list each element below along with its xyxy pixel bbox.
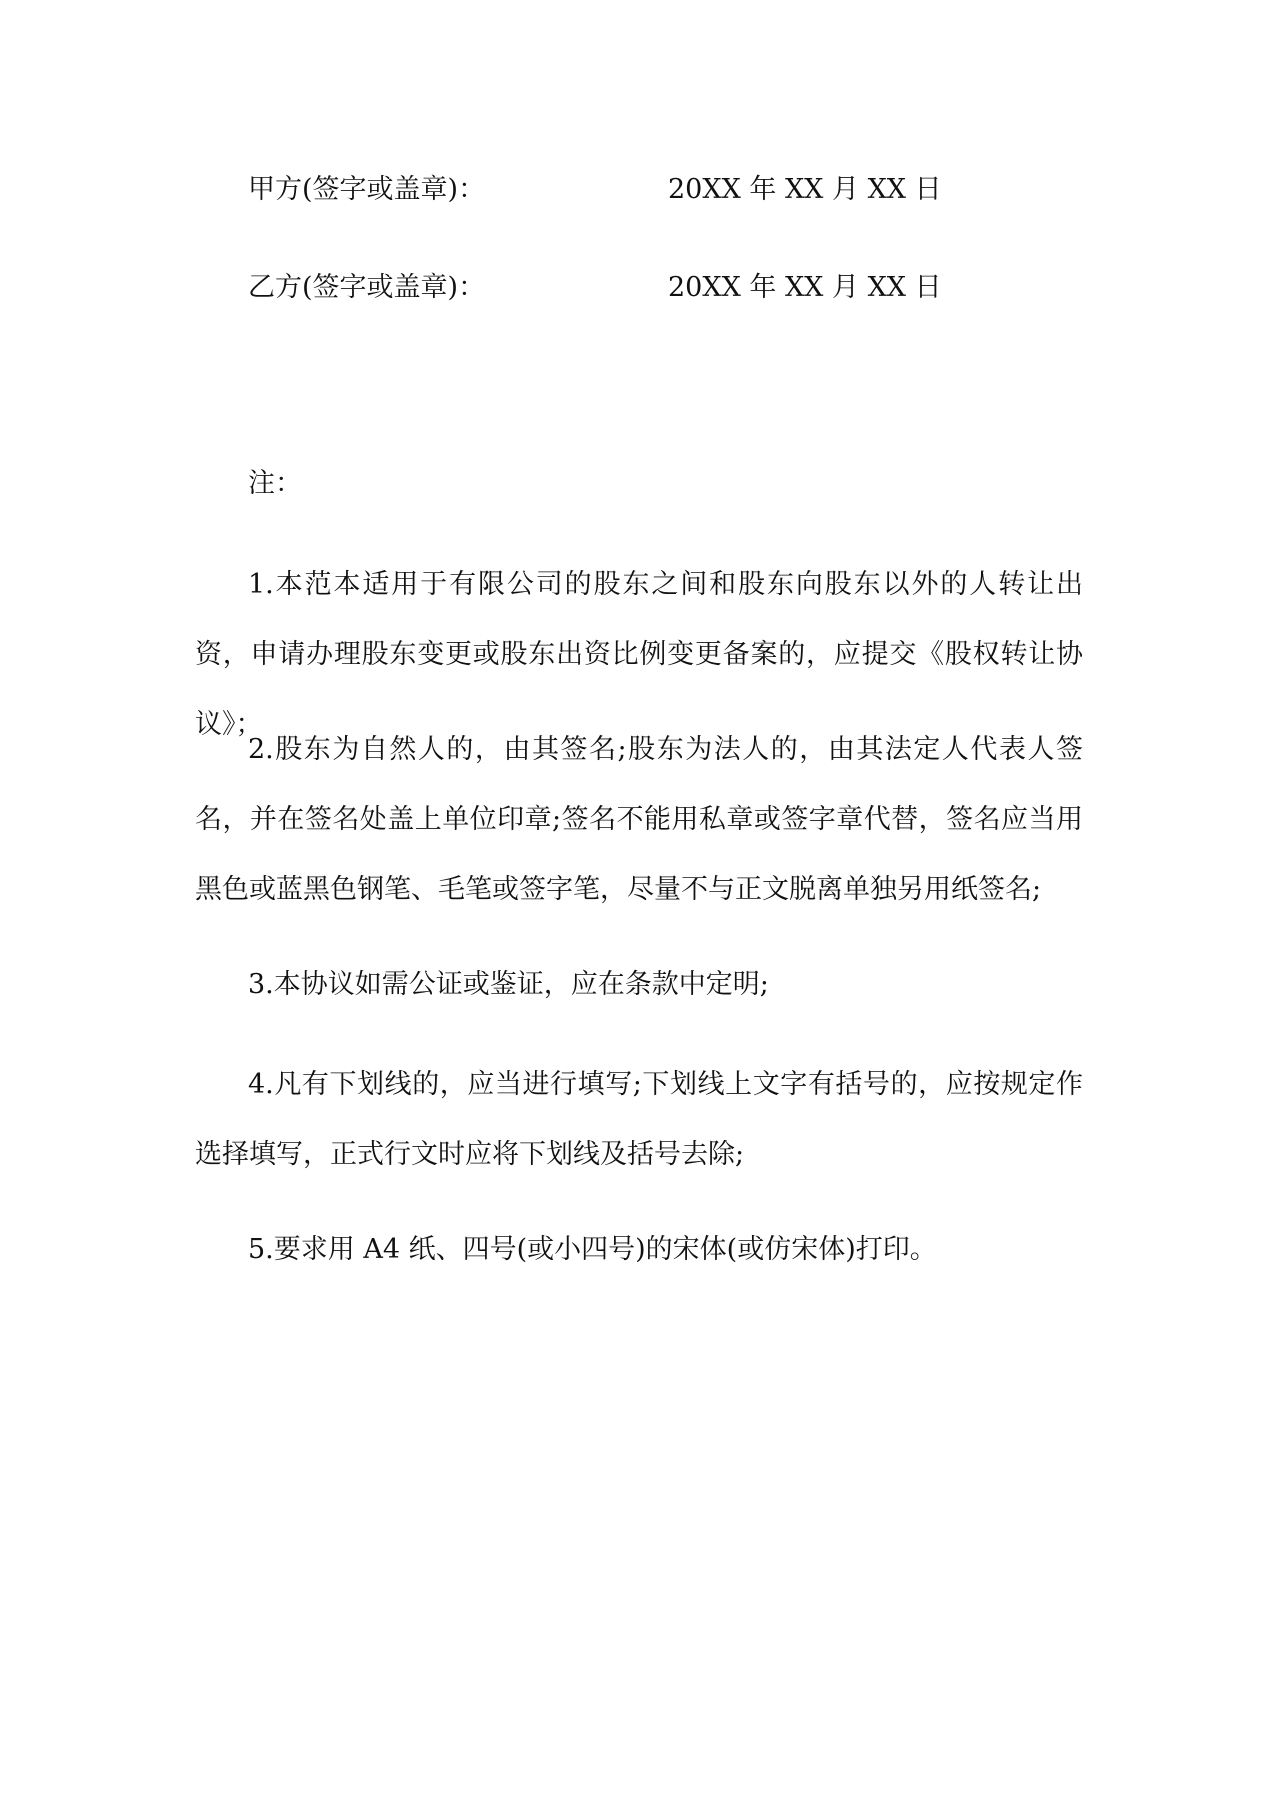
notes-heading: 注： [248, 468, 302, 499]
signature-line-party-b [248, 268, 1098, 308]
note-item: 5.要求用 A4 纸、四号(或小四号)的宋体(或仿宋体)打印。 [248, 1234, 937, 1265]
note-item: 2.股东为自然人的，由其签名;股东为法人的，由其法定人代表人签名，并在签名处盖上单位印章;签名不能用私章或签字章代替，签名应当用黑色或蓝黑色钢笔、毛笔或签字笔，尽量不与正文脱离单独另用纸签名; [195, 734, 1083, 905]
signature-line-party-a [248, 170, 1098, 210]
party-a-label: 甲方(签字或盖章)： [248, 174, 486, 205]
note-item: 4.凡有下划线的，应当进行填写;下划线上文字有括号的，应按规定作选择填写，正式行文时应将下划线及括号去除; [195, 1069, 1083, 1170]
note-item: 3.本协议如需公证或鉴证，应在条款中定明; [248, 969, 769, 1000]
party-a-date: 20XX 年 XX 月 XX 日 [668, 174, 942, 205]
note-item: 1.本范本适用于有限公司的股东之间和股东向股东以外的人转让出资，申请办理股东变更或股东出资比例变更备案的，应提交《股权转让协议》； [195, 569, 1083, 740]
party-b-date: 20XX 年 XX 月 XX 日 [668, 272, 942, 303]
party-b-label: 乙方(签字或盖章)： [248, 272, 486, 303]
